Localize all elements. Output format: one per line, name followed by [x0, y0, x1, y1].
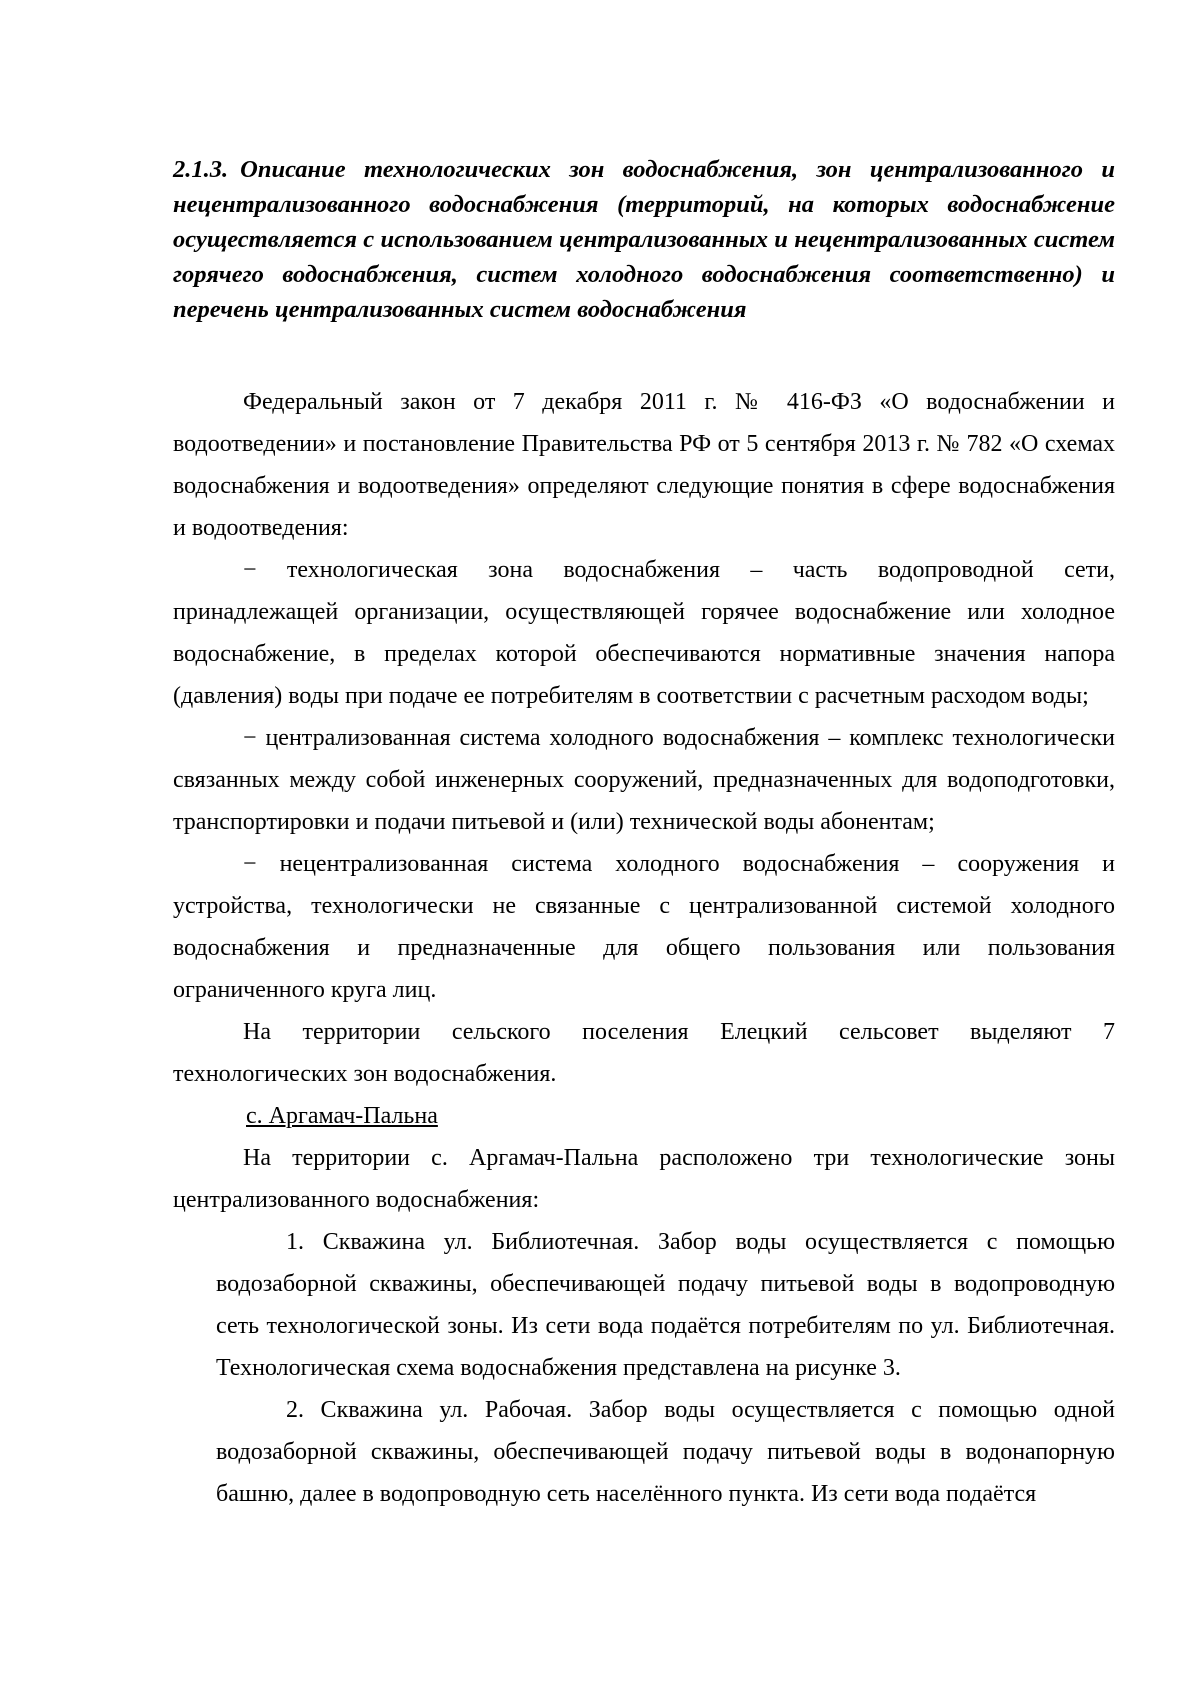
numbered-item-2: 2. Скважина ул. Рабочая. Забор воды осуществляется с помощью одной водозаборной скважины, обеспечивающей подачу питьевой воды в водонапорную башню, далее в водопроводную сеть населённого пункта. Из сети вода подаётся	[216, 1397, 1115, 1507]
section-heading	[173, 152, 1115, 327]
section-number: 2.1.3.	[173, 156, 229, 183]
definition-technological-zone: − технологическая зона водоснабжения – часть водопроводной сети, принадлежащей организации, осуществляющей горячее водоснабжение или холодное водоснабжение, в пределах которой обеспечиваются нормативные значения напора (давления) воды при подаче ее потребителям в соответствии с расчетным расходом воды;	[173, 557, 1115, 709]
zones-summary-paragraph: На территории сельского поселения Елецкий сельсовет выделяют 7 технологических зон водоснабжения.	[173, 1019, 1115, 1087]
intro-paragraph: Федеральный закон от 7 декабря 2011 г. № 416-ФЗ «О водоснабжении и водоотведении» и постановление Правительства РФ от 5 сентября 2013 г. № 782 «О схемах водоснабжения и водоотведения» определяют следующие понятия в сфере водоснабжения и водоотведения:	[173, 389, 1115, 541]
definition-decentralized-system: − нецентрализованная система холодного водоснабжения – сооружения и устройства, технологически не связанные с централизованной системой холодного водоснабжения и предназначенные для общего пользования или пользования ограниченного круга лиц.	[173, 851, 1115, 1003]
settlement-intro-paragraph: На территории с. Аргамач-Пальна расположено три технологические зоны централизованного водоснабжения:	[173, 1145, 1115, 1213]
numbered-item-1: 1. Скважина ул. Библиотечная. Забор воды осуществляется с помощью водозаборной скважины, обеспечивающей подачу питьевой воды в водопроводную сеть технологической зоны. Из сети вода подаётся потребителям по ул. Библиотечная. Технологическая схема водоснабжения представлена на рисунке 3.	[216, 1229, 1115, 1381]
document-page	[173, 152, 1115, 1515]
settlement-title: с. Аргамач-Пальна	[246, 1103, 438, 1129]
section-title: Описание технологических зон водоснабжения, зон централизованного и нецентрализованного водоснабжения (территорий, на которых водоснабжение осуществляется с использованием централизованных и нецентрализованных систем горячего водоснабжения, систем холодного водоснабжения соответственно) и перечень централизованных систем водоснабжения	[173, 156, 1115, 323]
definition-centralized-system: − централизованная система холодного водоснабжения – комплекс технологически связанных между собой инженерных сооружений, предназначенных для водоподготовки, транспортировки и подачи питьевой и (или) технической воды абонентам;	[173, 725, 1115, 835]
